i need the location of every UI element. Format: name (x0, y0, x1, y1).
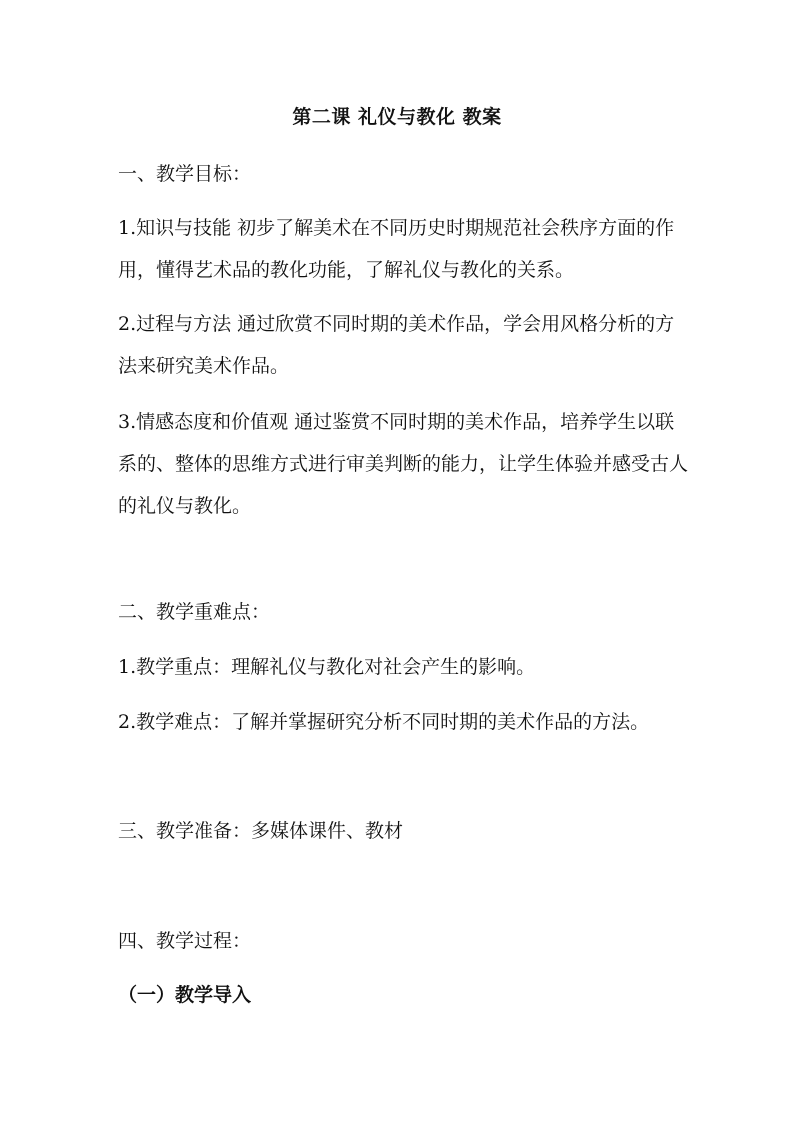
section-heading-preparation: 三、教学准备：多媒体课件、教材 (118, 820, 404, 842)
objective-2-line-2: 法来研究美术作品。 (118, 355, 290, 377)
objective-1-line-1: 1.知识与技能 初步了解美术在不同历史时期规范社会秩序方面的作 (118, 217, 675, 239)
section-heading-process: 四、教学过程： (118, 930, 252, 952)
objective-2-line-1: 2.过程与方法 通过欣赏不同时期的美术作品，学会用风格分析的方 (118, 313, 675, 335)
section-heading-objectives: 一、教学目标： (118, 163, 252, 185)
key-point-2: 2.教学难点：了解并掌握研究分析不同时期的美术作品的方法。 (118, 711, 650, 733)
objective-3-line-2: 系的、整体的思维方式进行审美判断的能力，让学生体验并感受古人 (118, 453, 689, 475)
section-heading-key-points: 二、教学重难点： (118, 601, 271, 623)
key-point-1: 1.教学重点：理解礼仪与教化对社会产生的影响。 (118, 656, 536, 678)
subsection-heading-introduction: （一）教学导入 (118, 984, 252, 1006)
objective-3-line-3: 的礼仪与教化。 (118, 495, 252, 517)
page-title: 第二课 礼仪与教化 教案 (292, 106, 502, 128)
objective-3-line-1: 3.情感态度和价值观 通过鉴赏不同时期的美术作品，培养学生以联 (118, 411, 675, 433)
objective-1-line-2: 用，懂得艺术品的教化功能，了解礼仪与教化的关系。 (118, 259, 575, 281)
